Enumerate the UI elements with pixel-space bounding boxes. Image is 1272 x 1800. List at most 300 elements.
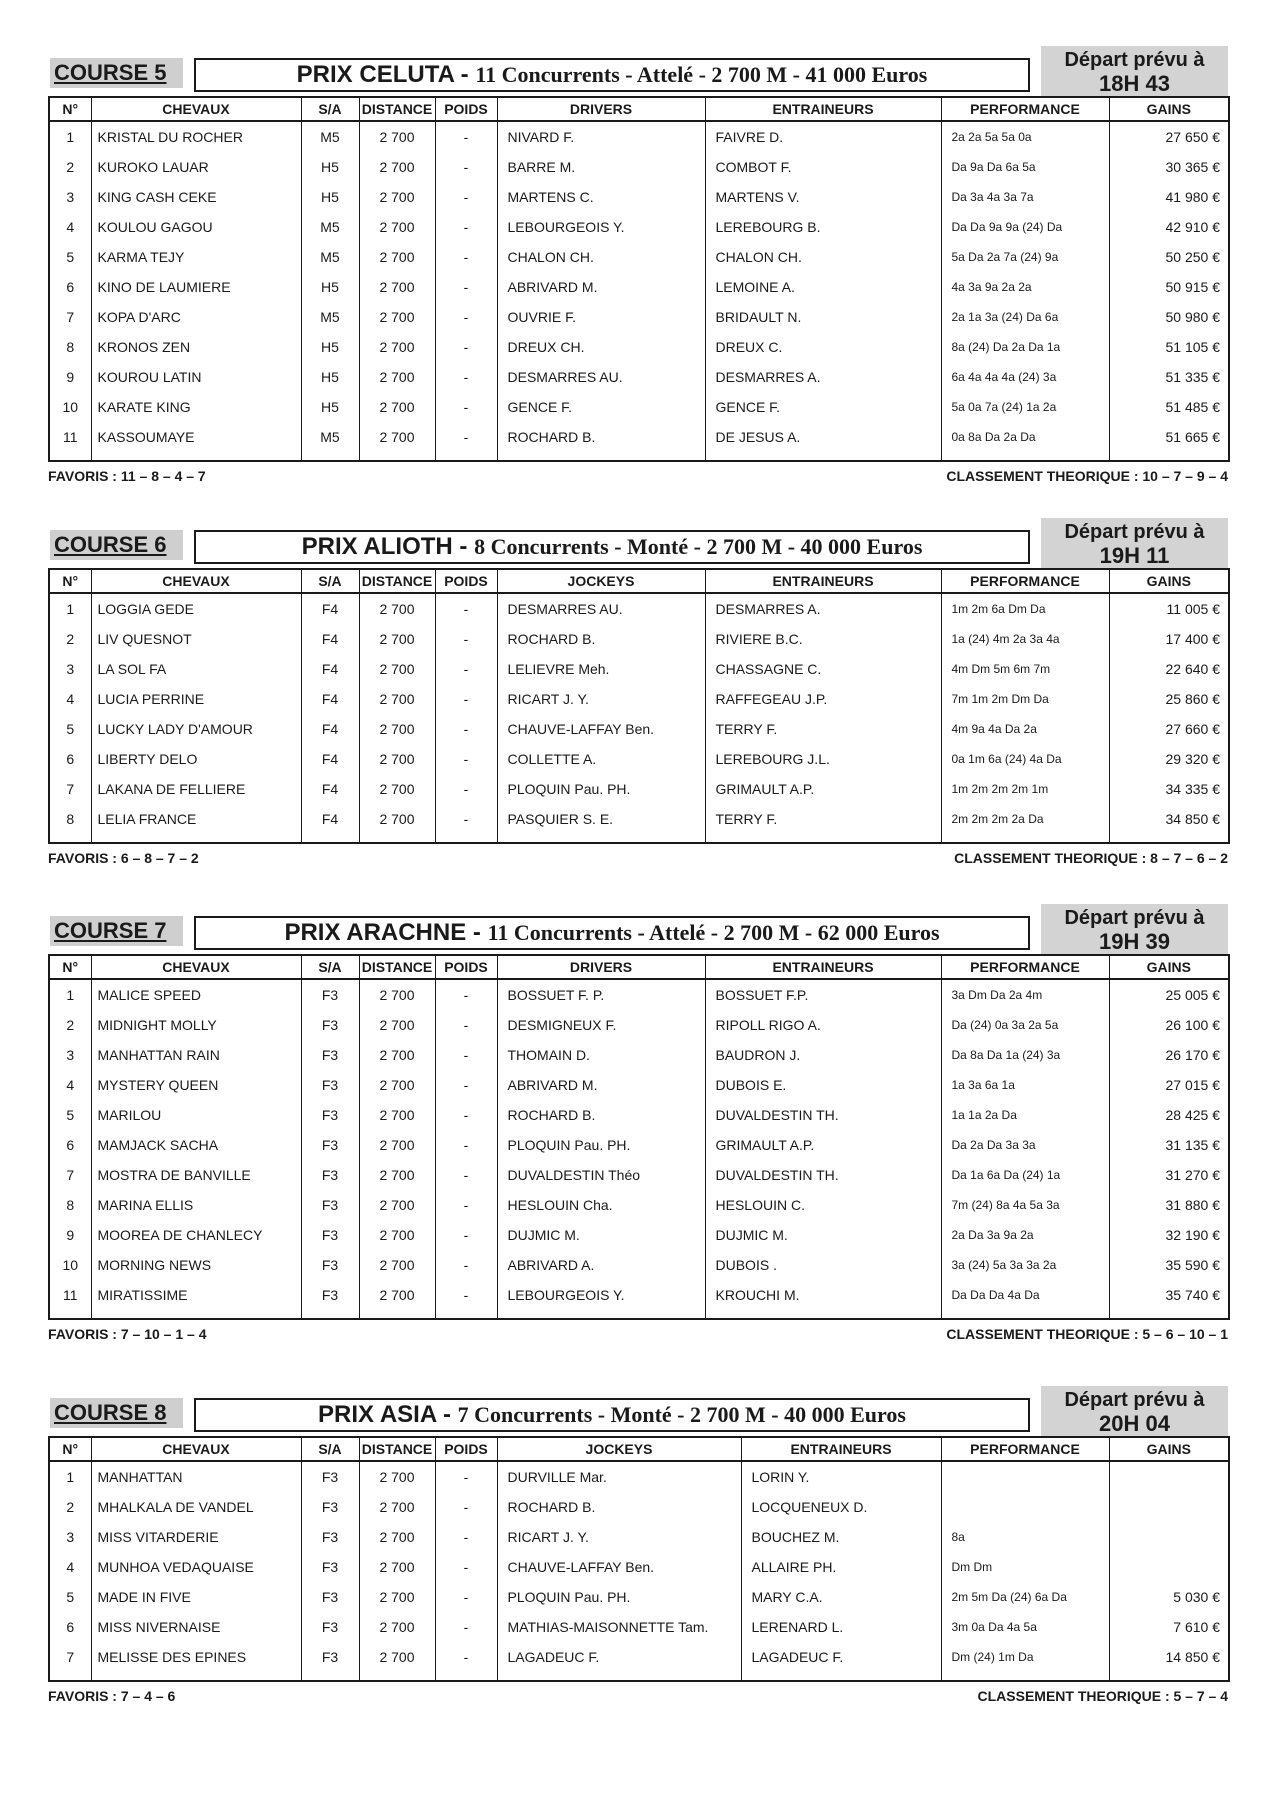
col-sex-age-cell: F4: [301, 593, 359, 624]
col-earnings-cell: 29 320 €: [1109, 744, 1229, 774]
col-trainer-cell: GENCE F.: [705, 392, 941, 422]
col-distance-cell: 2 700: [359, 1250, 435, 1280]
col-num-cell: 6: [49, 1612, 91, 1642]
col-performance-cell: 8a (24) Da 2a Da 1a: [941, 332, 1109, 362]
col-weight-cell: -: [435, 624, 497, 654]
col-trainer-cell: MARY C.A.: [741, 1582, 941, 1612]
col-num-cell: 11: [49, 422, 91, 452]
departure-time: 19H 39: [1099, 929, 1170, 954]
col-distance-cell: 2 700: [359, 1522, 435, 1552]
col-rider-cell: RICART J. Y.: [497, 684, 705, 714]
departure-box: [1041, 904, 1228, 954]
col-num-cell: 3: [49, 1522, 91, 1552]
table-row: [49, 121, 1229, 152]
col-trainer-cell: LEREBOURG B.: [705, 212, 941, 242]
col-trainer-header: ENTRAINEURS: [705, 569, 941, 593]
theoretical-ranking: CLASSEMENT THEORIQUE : 10 – 7 – 9 – 4: [946, 468, 1228, 484]
col-distance-cell: 2 700: [359, 1642, 435, 1672]
col-horse-cell: LAKANA DE FELLIERE: [91, 774, 301, 804]
col-horse-cell: LIV QUESNOT: [91, 624, 301, 654]
col-distance-cell: 2 700: [359, 774, 435, 804]
col-earnings-header: GAINS: [1109, 955, 1229, 979]
table-row: [49, 272, 1229, 302]
col-earnings-cell: 7 610 €: [1109, 1612, 1229, 1642]
col-sex-age-cell: F3: [301, 1010, 359, 1040]
col-horse-cell: MARINA ELLIS: [91, 1190, 301, 1220]
col-trainer-cell: GRIMAULT A.P.: [705, 1130, 941, 1160]
runners-table: [48, 568, 1230, 844]
col-earnings-cell: 22 640 €: [1109, 654, 1229, 684]
col-trainer-cell: DUVALDESTIN TH.: [705, 1160, 941, 1190]
col-rider-cell: ROCHARD B.: [497, 1492, 741, 1522]
col-horse-cell: MELISSE DES EPINES: [91, 1642, 301, 1672]
col-earnings-cell: [1109, 1522, 1229, 1552]
col-rider-cell: CHAUVE-LAFFAY Ben.: [497, 1552, 741, 1582]
table-row: [49, 744, 1229, 774]
col-performance-header: PERFORMANCE: [941, 97, 1109, 121]
table-row: [49, 1492, 1229, 1522]
col-num-cell: 4: [49, 1070, 91, 1100]
table-row: [49, 422, 1229, 452]
col-performance-cell: Da (24) 0a 3a 2a 5a: [941, 1010, 1109, 1040]
col-performance-cell: Da 2a Da 3a 3a: [941, 1130, 1109, 1160]
table-row: [49, 804, 1229, 834]
col-weight-cell: -: [435, 1250, 497, 1280]
col-distance-cell: 2 700: [359, 242, 435, 272]
col-distance-cell: 2 700: [359, 1040, 435, 1070]
col-trainer-cell: LEMOINE A.: [705, 272, 941, 302]
col-earnings-cell: 31 880 €: [1109, 1190, 1229, 1220]
table-row: [49, 1552, 1229, 1582]
col-horse-cell: MALICE SPEED: [91, 979, 301, 1010]
col-performance-cell: [941, 1461, 1109, 1492]
col-weight-cell: -: [435, 684, 497, 714]
col-sex-age-cell: F3: [301, 1612, 359, 1642]
col-earnings-cell: 26 100 €: [1109, 1010, 1229, 1040]
col-horse-cell: MOSTRA DE BANVILLE: [91, 1160, 301, 1190]
col-performance-cell: 3a Dm Da 2a 4m: [941, 979, 1109, 1010]
col-earnings-cell: 34 335 €: [1109, 774, 1229, 804]
table-row: [49, 774, 1229, 804]
departure-box: [1041, 518, 1228, 568]
col-weight-cell: -: [435, 1070, 497, 1100]
col-trainer-cell: LERENARD L.: [741, 1612, 941, 1642]
col-performance-cell: Da Da Da 4a Da: [941, 1280, 1109, 1310]
col-horse-cell: LA SOL FA: [91, 654, 301, 684]
col-weight-cell: -: [435, 212, 497, 242]
col-sex-age-cell: F3: [301, 1522, 359, 1552]
col-trainer-header: ENTRAINEURS: [705, 97, 941, 121]
race-name: PRIX CELUTA: [296, 61, 455, 88]
col-earnings-cell: 51 105 €: [1109, 332, 1229, 362]
col-rider-cell: ROCHARD B.: [497, 1100, 705, 1130]
table-row: [49, 979, 1229, 1010]
col-distance-cell: 2 700: [359, 979, 435, 1010]
course-footer: [48, 1326, 1228, 1350]
col-rider-header: DRIVERS: [497, 97, 705, 121]
col-performance-cell: 4m 9a 4a Da 2a: [941, 714, 1109, 744]
race-name: PRIX ALIOTH: [301, 533, 453, 560]
col-earnings-cell: 35 590 €: [1109, 1250, 1229, 1280]
col-performance-cell: 4m Dm 5m 6m 7m: [941, 654, 1109, 684]
col-trainer-cell: DUBOIS .: [705, 1250, 941, 1280]
favorites: FAVORIS : 7 – 4 – 6: [48, 1688, 176, 1704]
col-earnings-cell: 25 860 €: [1109, 684, 1229, 714]
col-weight-cell: -: [435, 242, 497, 272]
col-weight-cell: -: [435, 302, 497, 332]
col-num-cell: 3: [49, 182, 91, 212]
col-weight-cell: -: [435, 1582, 497, 1612]
departure-time: 19H 11: [1099, 543, 1170, 568]
col-earnings-cell: 50 915 €: [1109, 272, 1229, 302]
col-weight-cell: -: [435, 1100, 497, 1130]
col-rider-cell: ABRIVARD A.: [497, 1250, 705, 1280]
col-sex-age-cell: H5: [301, 272, 359, 302]
col-trainer-cell: RAFFEGEAU J.P.: [705, 684, 941, 714]
col-earnings-header: GAINS: [1109, 569, 1229, 593]
col-horse-cell: KRONOS ZEN: [91, 332, 301, 362]
col-trainer-header: ENTRAINEURS: [741, 1437, 941, 1461]
col-distance-cell: 2 700: [359, 272, 435, 302]
col-sex-age-cell: M5: [301, 242, 359, 272]
col-num-cell: 6: [49, 1130, 91, 1160]
col-weight-cell: -: [435, 1220, 497, 1250]
col-num-cell: 7: [49, 774, 91, 804]
col-rider-header: DRIVERS: [497, 955, 705, 979]
col-num-header: N°: [49, 97, 91, 121]
col-performance-cell: [941, 1492, 1109, 1522]
course-section: [48, 904, 1228, 1350]
col-rider-cell: LEBOURGEOIS Y.: [497, 1280, 705, 1310]
table-row: [49, 593, 1229, 624]
col-weight-cell: -: [435, 1522, 497, 1552]
col-num-cell: 4: [49, 212, 91, 242]
col-rider-cell: ABRIVARD M.: [497, 1070, 705, 1100]
col-sex-age-cell: H5: [301, 332, 359, 362]
col-num-cell: 8: [49, 332, 91, 362]
col-performance-cell: 0a 8a Da 2a Da: [941, 422, 1109, 452]
col-distance-cell: 2 700: [359, 654, 435, 684]
col-trainer-cell: COMBOT F.: [705, 152, 941, 182]
col-horse-cell: KARATE KING: [91, 392, 301, 422]
runners-table: [48, 954, 1230, 1320]
favorites: FAVORIS : 7 – 10 – 1 – 4: [48, 1326, 207, 1342]
col-num-cell: 5: [49, 1100, 91, 1130]
col-earnings-cell: 35 740 €: [1109, 1280, 1229, 1310]
departure-label: Départ prévu à: [1064, 1389, 1205, 1411]
col-distance-cell: 2 700: [359, 362, 435, 392]
race-title-box: [194, 58, 1030, 92]
col-num-cell: 1: [49, 1461, 91, 1492]
col-earnings-cell: [1109, 1461, 1229, 1492]
col-performance-cell: 7m (24) 8a 4a 5a 3a: [941, 1190, 1109, 1220]
table-row: [49, 1612, 1229, 1642]
title-separator: -: [436, 1401, 458, 1428]
col-distance-cell: 2 700: [359, 1160, 435, 1190]
col-earnings-cell: 27 660 €: [1109, 714, 1229, 744]
col-weight-cell: -: [435, 272, 497, 302]
table-row: [49, 654, 1229, 684]
col-sex-age-cell: F4: [301, 744, 359, 774]
col-distance-cell: 2 700: [359, 152, 435, 182]
col-performance-header: PERFORMANCE: [941, 569, 1109, 593]
col-earnings-cell: 25 005 €: [1109, 979, 1229, 1010]
col-sex-age-header: S/A: [301, 97, 359, 121]
col-num-cell: 2: [49, 152, 91, 182]
col-weight-cell: -: [435, 1130, 497, 1160]
col-rider-cell: PLOQUIN Pau. PH.: [497, 1582, 741, 1612]
course-number: COURSE 8: [50, 1398, 183, 1428]
col-num-cell: 8: [49, 804, 91, 834]
col-weight-header: POIDS: [435, 569, 497, 593]
col-weight-cell: -: [435, 979, 497, 1010]
theoretical-ranking: CLASSEMENT THEORIQUE : 5 – 6 – 10 – 1: [946, 1326, 1228, 1342]
table-row: [49, 212, 1229, 242]
col-trainer-cell: DREUX C.: [705, 332, 941, 362]
col-num-cell: 2: [49, 1492, 91, 1522]
col-sex-age-cell: F3: [301, 1642, 359, 1672]
col-rider-cell: LAGADEUC F.: [497, 1642, 741, 1672]
col-num-cell: 2: [49, 624, 91, 654]
col-num-cell: 6: [49, 744, 91, 774]
col-distance-cell: 2 700: [359, 1492, 435, 1522]
col-distance-cell: 2 700: [359, 593, 435, 624]
col-rider-cell: ABRIVARD M.: [497, 272, 705, 302]
col-rider-cell: DESMARRES AU.: [497, 362, 705, 392]
col-performance-cell: 2a 1a 3a (24) Da 6a: [941, 302, 1109, 332]
table-row: [49, 1522, 1229, 1552]
col-horse-header: CHEVAUX: [91, 569, 301, 593]
col-earnings-cell: 50 980 €: [1109, 302, 1229, 332]
col-sex-age-cell: F3: [301, 1250, 359, 1280]
col-sex-age-cell: F4: [301, 654, 359, 684]
col-sex-age-cell: F3: [301, 1280, 359, 1310]
race-name: PRIX ASIA: [318, 1401, 437, 1428]
col-sex-age-cell: F3: [301, 1461, 359, 1492]
col-rider-cell: NIVARD F.: [497, 121, 705, 152]
col-earnings-cell: [1109, 1552, 1229, 1582]
col-horse-cell: MISS NIVERNAISE: [91, 1612, 301, 1642]
col-trainer-cell: CHALON CH.: [705, 242, 941, 272]
col-horse-cell: MARILOU: [91, 1100, 301, 1130]
theoretical-ranking: CLASSEMENT THEORIQUE : 8 – 7 – 6 – 2: [954, 850, 1228, 866]
col-num-header: N°: [49, 1437, 91, 1461]
col-horse-cell: MADE IN FIVE: [91, 1582, 301, 1612]
col-weight-header: POIDS: [435, 955, 497, 979]
col-trainer-cell: LORIN Y.: [741, 1461, 941, 1492]
table-row: [49, 1070, 1229, 1100]
col-horse-cell: KOULOU GAGOU: [91, 212, 301, 242]
course-footer: [48, 1688, 1228, 1712]
runners-table: [48, 96, 1230, 462]
col-horse-cell: KOUROU LATIN: [91, 362, 301, 392]
course-section: [48, 518, 1228, 874]
table-row: [49, 1280, 1229, 1310]
col-performance-cell: 4a 3a 9a 2a 2a: [941, 272, 1109, 302]
theoretical-ranking: CLASSEMENT THEORIQUE : 5 – 7 – 4: [977, 1688, 1228, 1704]
col-rider-cell: LELIEVRE Meh.: [497, 654, 705, 684]
col-trainer-cell: BOSSUET F.P.: [705, 979, 941, 1010]
table-row: [49, 714, 1229, 744]
course-header: [48, 1386, 1228, 1436]
col-rider-cell: CHALON CH.: [497, 242, 705, 272]
course-number: COURSE 6: [50, 530, 183, 560]
col-performance-header: PERFORMANCE: [941, 955, 1109, 979]
col-performance-cell: 5a 0a 7a (24) 1a 2a: [941, 392, 1109, 422]
col-trainer-cell: RIVIERE B.C.: [705, 624, 941, 654]
col-weight-cell: -: [435, 121, 497, 152]
col-earnings-cell: 31 270 €: [1109, 1160, 1229, 1190]
col-num-cell: 3: [49, 654, 91, 684]
col-trainer-cell: LAGADEUC F.: [741, 1642, 941, 1672]
col-rider-cell: DESMARRES AU.: [497, 593, 705, 624]
table-row: [49, 392, 1229, 422]
col-num-cell: 1: [49, 121, 91, 152]
col-rider-cell: THOMAIN D.: [497, 1040, 705, 1070]
col-distance-cell: 2 700: [359, 302, 435, 332]
col-distance-header: DISTANCE: [359, 1437, 435, 1461]
race-details: 7 Concurrents - Monté - 2 700 M - 40 000 Euros: [457, 1402, 906, 1427]
col-horse-cell: KOPA D'ARC: [91, 302, 301, 332]
col-weight-cell: -: [435, 1552, 497, 1582]
col-rider-cell: DREUX CH.: [497, 332, 705, 362]
col-weight-cell: -: [435, 744, 497, 774]
col-trainer-cell: RIPOLL RIGO A.: [705, 1010, 941, 1040]
col-horse-cell: LIBERTY DELO: [91, 744, 301, 774]
col-weight-cell: -: [435, 593, 497, 624]
race-details: 11 Concurrents - Attelé - 2 700 M - 62 000 Euros: [487, 920, 940, 945]
col-horse-cell: MANHATTAN RAIN: [91, 1040, 301, 1070]
col-weight-cell: -: [435, 1642, 497, 1672]
race-name: PRIX ARACHNE: [284, 919, 467, 946]
col-performance-cell: 1m 2m 6a Dm Da: [941, 593, 1109, 624]
col-trainer-cell: DUVALDESTIN TH.: [705, 1100, 941, 1130]
col-performance-cell: 1m 2m 2m 2m 1m: [941, 774, 1109, 804]
favorites: FAVORIS : 6 – 8 – 7 – 2: [48, 850, 199, 866]
col-earnings-header: GAINS: [1109, 97, 1229, 121]
table-row: [49, 624, 1229, 654]
departure-box: [1041, 1386, 1228, 1436]
col-earnings-cell: 42 910 €: [1109, 212, 1229, 242]
col-weight-cell: -: [435, 1190, 497, 1220]
col-horse-header: CHEVAUX: [91, 1437, 301, 1461]
col-earnings-cell: [1109, 1492, 1229, 1522]
course-header: [48, 904, 1228, 954]
col-earnings-cell: 34 850 €: [1109, 804, 1229, 834]
table-row: [49, 1160, 1229, 1190]
col-trainer-cell: DE JESUS A.: [705, 422, 941, 452]
col-trainer-cell: BAUDRON J.: [705, 1040, 941, 1070]
col-num-cell: 9: [49, 1220, 91, 1250]
col-trainer-cell: DUJMIC M.: [705, 1220, 941, 1250]
col-earnings-cell: 30 365 €: [1109, 152, 1229, 182]
col-trainer-cell: TERRY F.: [705, 714, 941, 744]
col-sex-age-cell: M5: [301, 302, 359, 332]
col-trainer-cell: CHASSAGNE C.: [705, 654, 941, 684]
col-horse-cell: LOGGIA GEDE: [91, 593, 301, 624]
race-title-box: [194, 1398, 1030, 1432]
col-sex-age-cell: F3: [301, 1190, 359, 1220]
col-sex-age-cell: F4: [301, 774, 359, 804]
col-earnings-cell: 51 485 €: [1109, 392, 1229, 422]
col-weight-cell: -: [435, 804, 497, 834]
col-weight-cell: -: [435, 362, 497, 392]
col-num-cell: 7: [49, 1160, 91, 1190]
col-trainer-cell: LEREBOURG J.L.: [705, 744, 941, 774]
col-distance-cell: 2 700: [359, 1130, 435, 1160]
col-trainer-cell: DUBOIS E.: [705, 1070, 941, 1100]
col-sex-age-cell: M5: [301, 422, 359, 452]
col-performance-cell: Da 1a 6a Da (24) 1a: [941, 1160, 1109, 1190]
table-row: [49, 1220, 1229, 1250]
col-weight-cell: -: [435, 392, 497, 422]
course-footer: [48, 468, 1228, 492]
col-sex-age-cell: H5: [301, 362, 359, 392]
col-sex-age-cell: H5: [301, 182, 359, 212]
col-weight-header: POIDS: [435, 1437, 497, 1461]
col-trainer-cell: DESMARRES A.: [705, 593, 941, 624]
col-rider-cell: DESMIGNEUX F.: [497, 1010, 705, 1040]
col-performance-cell: 1a (24) 4m 2a 3a 4a: [941, 624, 1109, 654]
col-horse-cell: MHALKALA DE VANDEL: [91, 1492, 301, 1522]
race-details: 8 Concurrents - Monté - 2 700 M - 40 000 Euros: [474, 534, 923, 559]
col-sex-age-cell: F3: [301, 1492, 359, 1522]
col-num-cell: 9: [49, 362, 91, 392]
table-row: [49, 302, 1229, 332]
col-performance-cell: 1a 3a 6a 1a: [941, 1070, 1109, 1100]
col-rider-header: JOCKEYS: [497, 1437, 741, 1461]
col-weight-cell: -: [435, 714, 497, 744]
col-num-cell: 6: [49, 272, 91, 302]
col-earnings-cell: 41 980 €: [1109, 182, 1229, 212]
table-row: [49, 1642, 1229, 1672]
departure-box: [1041, 46, 1228, 96]
col-earnings-cell: 28 425 €: [1109, 1100, 1229, 1130]
departure-time: 18H 43: [1099, 71, 1170, 96]
col-rider-cell: CHAUVE-LAFFAY Ben.: [497, 714, 705, 744]
table-row: [49, 1461, 1229, 1492]
title-separator: -: [452, 533, 475, 560]
col-horse-header: CHEVAUX: [91, 97, 301, 121]
col-horse-cell: MISS VITARDERIE: [91, 1522, 301, 1552]
col-weight-header: POIDS: [435, 97, 497, 121]
col-num-cell: 3: [49, 1040, 91, 1070]
col-earnings-cell: 17 400 €: [1109, 624, 1229, 654]
col-distance-cell: 2 700: [359, 804, 435, 834]
col-horse-cell: KINO DE LAUMIERE: [91, 272, 301, 302]
col-distance-header: DISTANCE: [359, 97, 435, 121]
col-performance-cell: 2a Da 3a 9a 2a: [941, 1220, 1109, 1250]
col-trainer-cell: FAIVRE D.: [705, 121, 941, 152]
col-rider-header: JOCKEYS: [497, 569, 705, 593]
col-weight-cell: -: [435, 332, 497, 362]
col-sex-age-cell: F4: [301, 714, 359, 744]
col-earnings-cell: 50 250 €: [1109, 242, 1229, 272]
col-trainer-cell: MARTENS V.: [705, 182, 941, 212]
col-rider-cell: DUJMIC M.: [497, 1220, 705, 1250]
table-filler-row: [49, 452, 1229, 461]
col-distance-cell: 2 700: [359, 1100, 435, 1130]
table-row: [49, 182, 1229, 212]
title-separator: -: [454, 61, 476, 88]
col-sex-age-cell: F3: [301, 1552, 359, 1582]
col-rider-cell: PLOQUIN Pau. PH.: [497, 1130, 705, 1160]
table-row: [49, 1190, 1229, 1220]
col-rider-cell: PLOQUIN Pau. PH.: [497, 774, 705, 804]
col-num-cell: 5: [49, 242, 91, 272]
col-rider-cell: BARRE M.: [497, 152, 705, 182]
col-sex-age-cell: M5: [301, 121, 359, 152]
